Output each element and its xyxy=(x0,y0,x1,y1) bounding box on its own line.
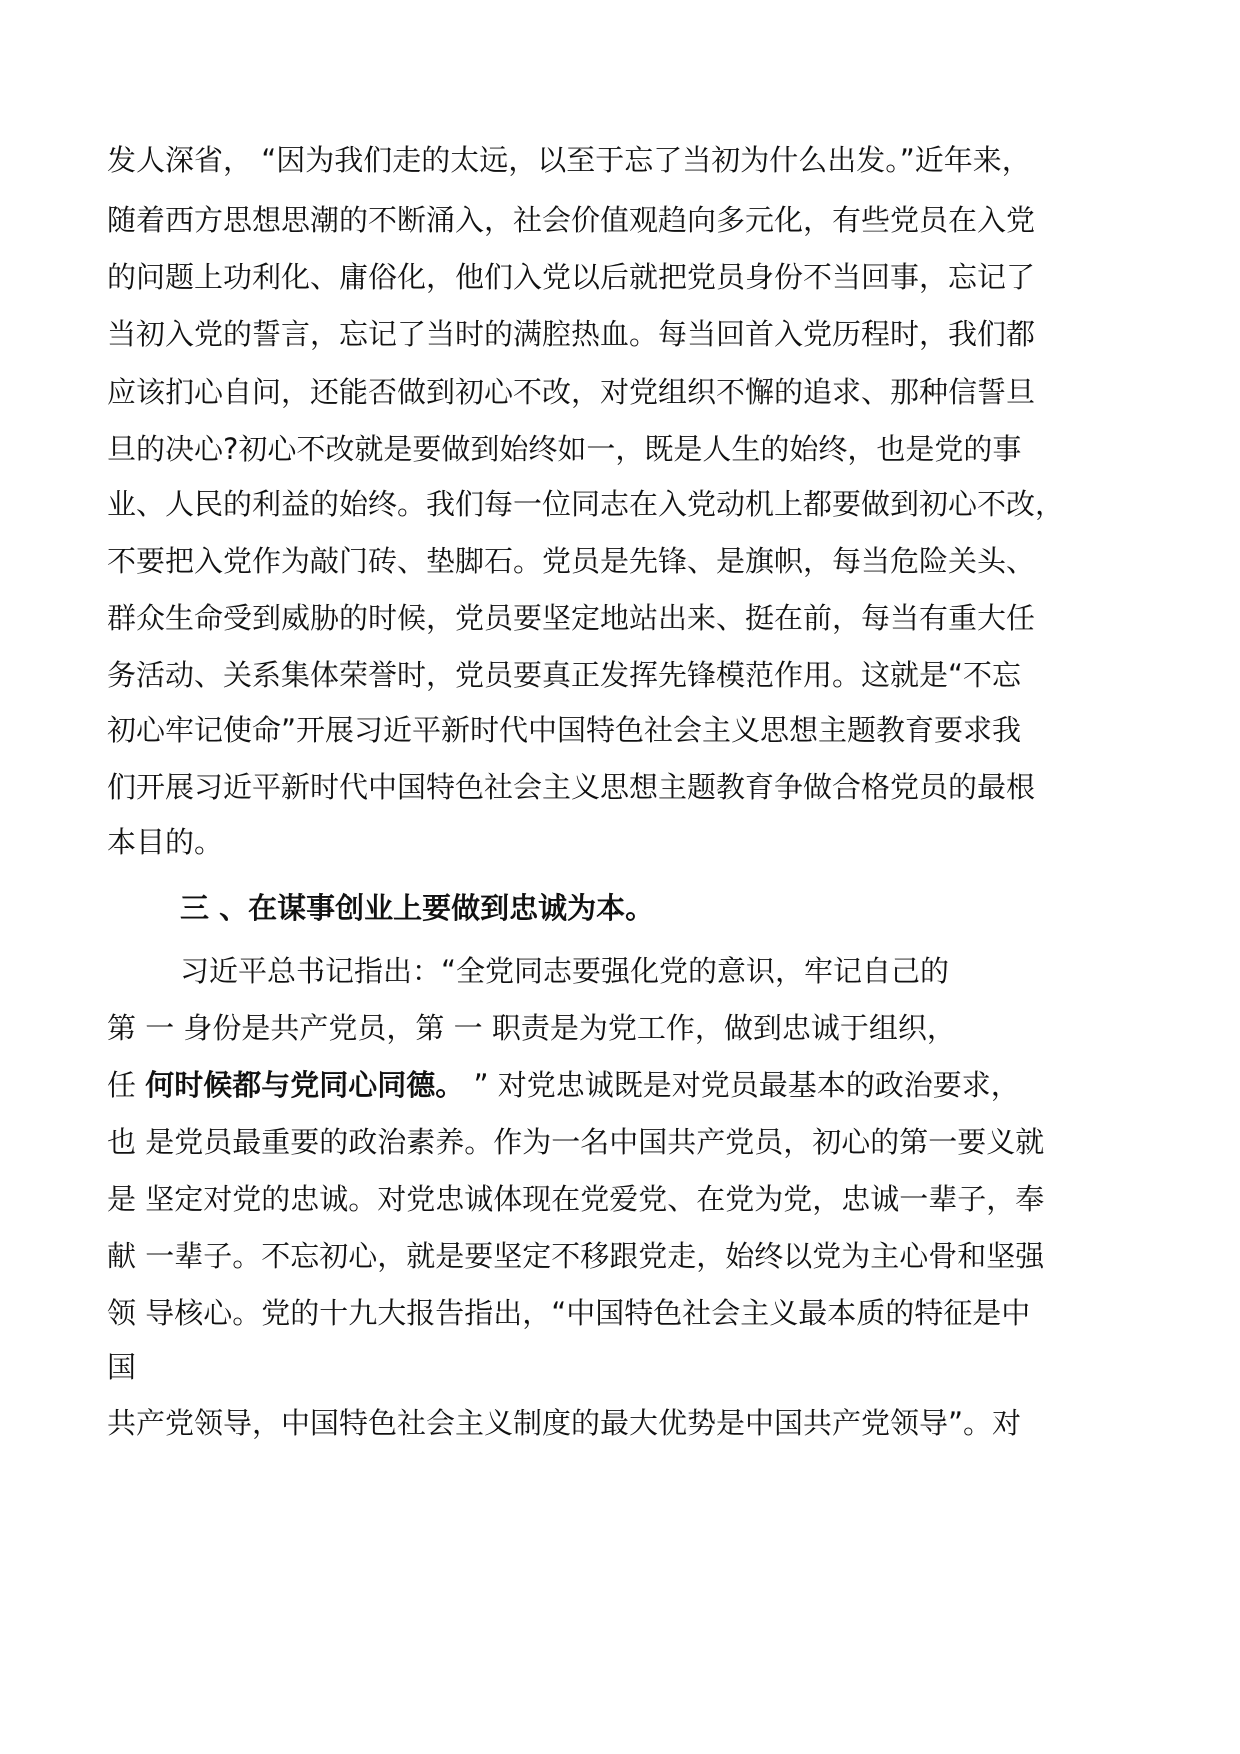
paragraph-line: 随着西方思想思潮的不断涌入，社会价值观趋向多元化，有些党员在入党 xyxy=(107,203,1036,237)
paragraph-line: 也 是党员最重要的政治素养。作为一名中国共产党员，初心的第一要义就 xyxy=(107,1125,1045,1159)
paragraph-line: 献 一辈子。不忘初心，就是要坚定不移跟党走，始终以党为主心骨和坚强 xyxy=(107,1239,1045,1273)
paragraph-line: 应该扪心自问，还能否做到初心不改，对党组织不懈的追求、那种信誓旦 xyxy=(107,375,1036,409)
line-prefix: 任 xyxy=(107,1068,146,1102)
paragraph-line: 初心牢记使命”开展习近平新时代中国特色社会主义思想主题教育要求我 xyxy=(107,713,1022,747)
paragraph-line: 的问题上功利化、庸俗化，他们入党以后就把党员身份不当回事，忘记了 xyxy=(107,260,1036,294)
paragraph-line: 共产党领导，中国特色社会主义制度的最大优势是中国共产党领导”。对 xyxy=(107,1406,1022,1440)
paragraph-line: 业、人民的利益的始终。我们每一位同志在入党动机上都要做到初心不改， xyxy=(107,487,1065,521)
bold-emphasis: 何时候都与党同心同德。 xyxy=(145,1068,465,1102)
paragraph-line: 第 一 身份是共产党员，第 一 职责是为党工作，做到忠诚于组织， xyxy=(107,1011,956,1045)
paragraph-line: 发人深省， “因为我们走的太远，以至于忘了当初为什么出发。”近年来， xyxy=(107,143,1031,177)
line-suffix: ” 对党忠诚既是对党员最基本的政治要求， xyxy=(464,1068,1020,1102)
paragraph-line: 当初入党的誓言，忘记了当时的满腔热血。每当回首入党历程时，我们都 xyxy=(107,317,1036,351)
paragraph-line: 习近平总书记指出：“全党同志要强化党的意识，牢记自己的 xyxy=(180,954,950,988)
paragraph-line: 群众生命受到威胁的时候，党员要坚定地站出来、挺在前，每当有重大任 xyxy=(107,601,1036,635)
section-heading: 三 、在谋事创业上要做到忠诚为本。 xyxy=(180,891,655,925)
paragraph-line: 是 坚定对党的忠诚。对党忠诚体现在党爱党、在党为党，忠诚一辈子，奉 xyxy=(107,1182,1045,1216)
paragraph-line: 务活动、关系集体荣誉时，党员要真正发挥先锋模范作用。这就是“不忘 xyxy=(107,658,1022,692)
paragraph-line: 领 导核心。党的十九大报告指出，“中国特色社会主义最本质的特征是中 xyxy=(107,1296,1031,1330)
paragraph-line: 们开展习近平新时代中国特色社会主义思想主题教育争做合格党员的最根 xyxy=(107,770,1036,804)
paragraph-line: 本目的。 xyxy=(107,825,224,859)
paragraph-line: 不要把入党作为敲门砖、垫脚石。党员是先锋、是旗帜，每当危险关头、 xyxy=(107,544,1036,578)
paragraph-line: 旦的决心?初心不改就是要做到始终如一，既是人生的始终，也是党的事 xyxy=(107,432,1022,466)
paragraph-line xyxy=(107,1065,1020,1105)
paragraph-line: 国 xyxy=(107,1350,137,1384)
